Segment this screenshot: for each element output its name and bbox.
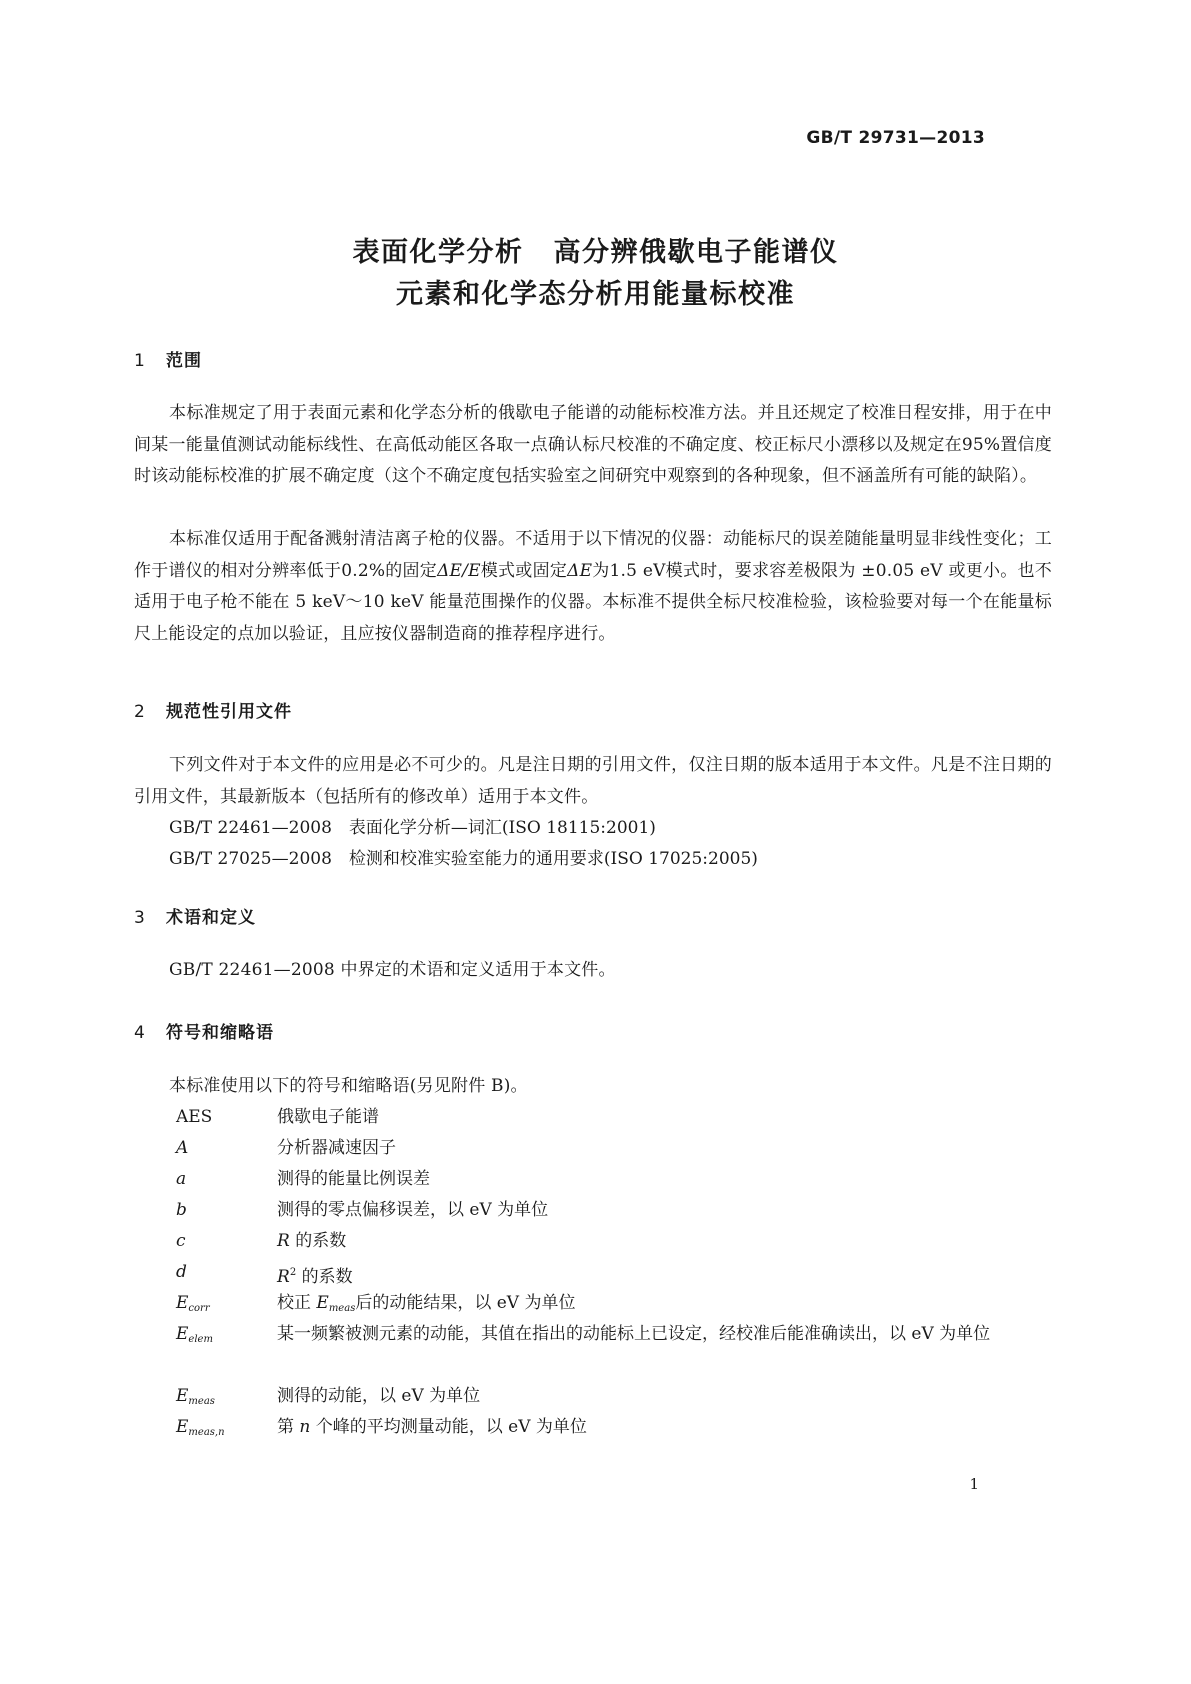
normative-reference: GB/T 22461—2008 表面化学分析—词汇(ISO 18115:2001) [169, 818, 656, 838]
symbol-row [176, 1133, 1056, 1165]
symbol: d [176, 1262, 187, 1282]
symbol-definition: 测得的能量比例误差 [277, 1169, 430, 1189]
symbol: $E_{meas}$ [176, 1386, 215, 1407]
title-line-1: 表面化学分析 高分辨俄歇电子能谱仪 [352, 237, 839, 268]
symbol-row [176, 1164, 1056, 1196]
symbol-row [176, 1102, 1056, 1134]
title-line-2: 元素和化学态分析用能量标校准 [396, 279, 795, 310]
section-4-intro: 本标准使用以下的符号和缩略语(另见附件 B)。 [169, 1076, 528, 1096]
symbol-row [176, 1412, 1056, 1444]
symbol-definition: 测得的零点偏移误差，以 eV 为单位 [277, 1200, 549, 1220]
section-1-paragraph-1: 本标准规定了用于表面元素和化学态分析的俄歇电子能谱的动能标校准方法。并且还规定了校准日程安排，用于在中间某一能量值测试动能标线性、在高低动能区各取一点确认标尺校准的不确定度、校正标尺小漂移以及规定在95%置信度时该动能标校准的扩展不确定度（这个不确定度包括实验室之间研究中观察到的各种现象，但不涵盖所有可能的缺陷）。 [134, 403, 1052, 486]
symbol-definition: 校正 $E_{meas}$后的动能结果，以 eV 为单位 [277, 1293, 576, 1314]
symbol-definition: 某一频繁被测元素的动能，其值在指出的动能标上已设定，经校准后能准确读出，以 eV 为单位 [277, 1324, 991, 1344]
symbol: a [176, 1169, 187, 1189]
symbol: $E_{elem}$ [176, 1324, 213, 1345]
symbol-definition: $R^2$ 的系数 [277, 1267, 353, 1287]
standard-number: GB/T 29731—2013 [806, 128, 985, 148]
section-4-heading: 4 符号和缩略语 [134, 1023, 274, 1043]
section-3-heading: 3 术语和定义 [134, 908, 256, 928]
symbol-row [176, 1226, 1056, 1258]
symbol-definition: R 的系数 [277, 1231, 347, 1251]
symbol: $E_{meas,n}$ [176, 1417, 225, 1438]
section-2-paragraph-1: 下列文件对于本文件的应用是必不可少的。凡是注日期的引用文件，仅注日期的版本适用于本文件。凡是不注日期的引用文件，其最新版本（包括所有的修改单）适用于本文件。 [134, 755, 1052, 807]
document-title [0, 232, 1191, 316]
symbol-definition: 第 n 个峰的平均测量动能，以 eV 为单位 [277, 1417, 587, 1437]
section-2-heading: 2 规范性引用文件 [134, 702, 292, 722]
symbol: AES [176, 1107, 213, 1127]
section-1-heading: 1 范围 [134, 351, 202, 371]
section-3-paragraph-1: GB/T 22461—2008 中界定的术语和定义适用于本文件。 [169, 960, 616, 980]
symbol-row [176, 1381, 1056, 1413]
symbol-definition: 俄歇电子能谱 [277, 1107, 379, 1127]
symbol: $E_{corr}$ [176, 1293, 210, 1314]
symbol: b [176, 1200, 187, 1220]
symbol: A [176, 1138, 189, 1158]
symbol: c [176, 1231, 186, 1251]
section-1-paragraph-2: 本标准仅适用于配备溅射清洁离子枪的仪器。不适用于以下情况的仪器：动能标尺的误差随能量明显非线性变化；工作于谱仪的相对分辨率低于0.2%的固定ΔE/E模式或固定ΔE为1.5 eV模式时，要求容差极限为 ±0.05 eV 或更小。也不适用于电子枪不能在 5 keV～10 keV 能量范围操作的仪器。本标准不提供全标尺校准检验，该检验要对每一个在能量标尺上能设定的点加以验证，且应按仪器制造商的推荐程序进行。 [134, 529, 1052, 644]
normative-reference: GB/T 27025—2008 检测和校准实验室能力的通用要求(ISO 17025:2005) [169, 849, 758, 869]
symbol-row [176, 1319, 1056, 1351]
symbol-definition: 测得的动能，以 eV 为单位 [277, 1386, 481, 1406]
symbol-row [176, 1195, 1056, 1227]
symbol-definition: 分析器减速因子 [277, 1138, 396, 1158]
page-number: 1 [969, 1475, 979, 1493]
